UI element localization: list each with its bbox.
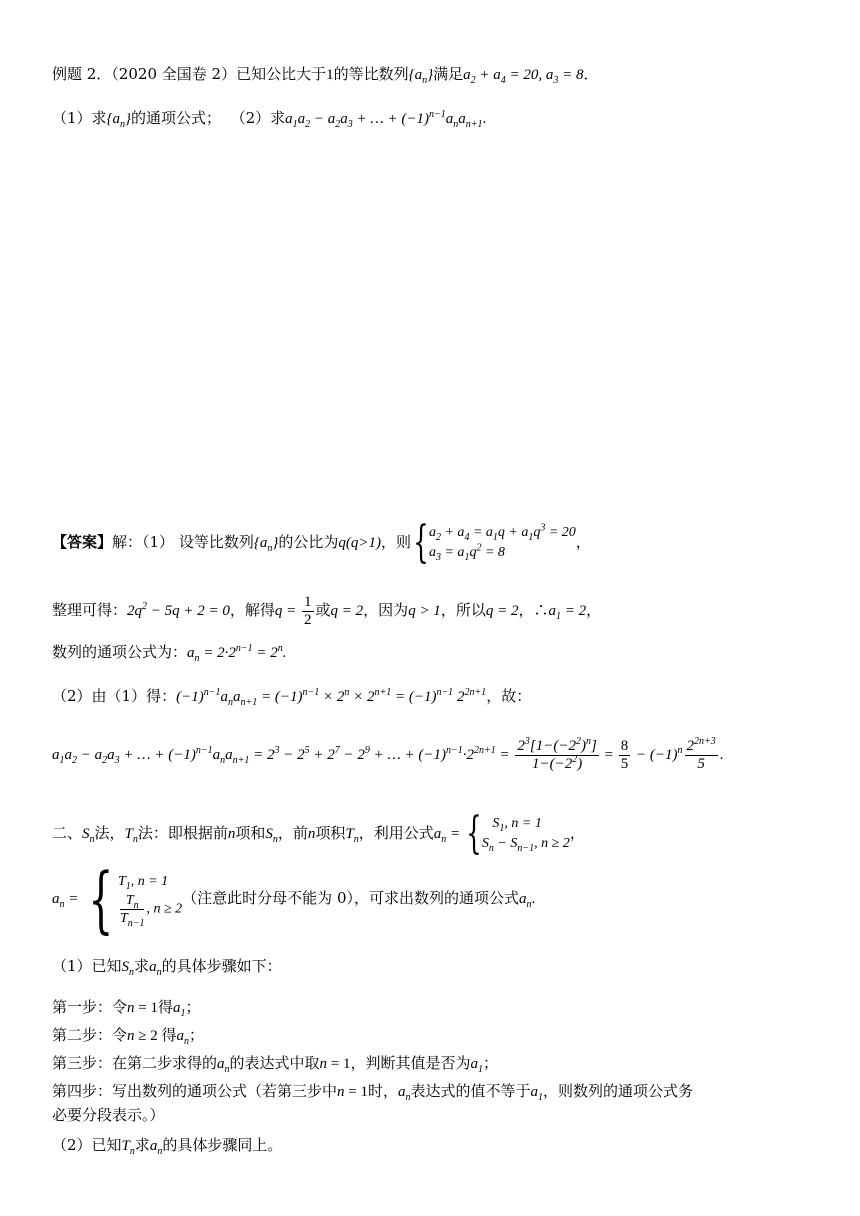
steps-head-b: 求 [134, 957, 150, 975]
left-brace: { [413, 517, 429, 568]
steps-head-c: 的具体步骤如下： [161, 957, 282, 975]
step2-b: 得 [161, 1026, 177, 1044]
because-label: ，因为 [363, 601, 409, 619]
math-general-term: $a_n = 2\cdot 2^{n-1} = 2^n$. [187, 643, 287, 664]
step4-b: 时， [367, 1082, 398, 1100]
math-an-set: $\{a_n\}$ [253, 535, 279, 554]
example-title-line [52, 63, 599, 86]
part2-line [52, 685, 531, 708]
section-method2: 法：即根据前 [137, 824, 228, 842]
step4-d: ，则数列的通项公式务 [543, 1082, 694, 1100]
math-one: 1 [326, 67, 334, 83]
step3-a: 第三步：在第二步求得的 [52, 1054, 218, 1072]
step4-e: 必要分段表示。） [52, 1106, 165, 1124]
tn-formula-line: $a_n$ = { $T_1$, n = 1 $\frac{T_n}{T_{n-1}}$ , n ≥ 2 （注意此时分母不能为 0），可求出数列的通项公式$a_n$. [52, 857, 536, 941]
steps-header: （1）已知$S_n$求$a_n$的具体步骤如下： [52, 957, 282, 978]
section-note: （注意此时分母不能为 0），可求出数列的通项公式 [182, 889, 519, 907]
answer-then: ，则 [380, 533, 411, 551]
fraction-half: $\frac{1}{2}$ [304, 593, 312, 628]
terms-prod: 项积 [315, 824, 346, 842]
math-condition: $a_2 + a_4 = 20$, $a_3 = 8$ [463, 67, 584, 86]
fraction-eight-fifths: $\frac{8}{5}$ [620, 737, 629, 772]
steps-head-a: （1）已知 [52, 957, 122, 975]
math-q-eq2: q = 2 [485, 603, 519, 619]
p2-end: ，故： [486, 687, 532, 705]
math-Tn: $T_n$ [124, 826, 138, 845]
step3-c: ，判断其值是否为 [350, 1054, 471, 1072]
step3-b: 的表达式中取 [229, 1054, 320, 1072]
answer-ratio: 的公比为 [278, 533, 339, 551]
sum-line: $a_1a_2 - a_2a_3$ + … + $(-1)^{n-1}a_na_{n+1} = 2^3 - 2^5 + 2^7 - 2^9$ + … + $(-1)^{n-1}\cdot 2^{2n+1}$ = $\frac{2^3[1-(-2^2)^n]}{1-(-2^2)}$ = $\frac{8}{5}$ − $(-1)^n$ $\frac{2^{2n+3}}{5}$ . [52, 735, 724, 772]
step-4: 第四步：写出数列的通项公式（若第三步中n = 1时，$a_n$表达式的值不等于$a_1$，则数列的通项公式务 [52, 1082, 694, 1103]
section-method: 法， [94, 824, 125, 842]
or-label: 或 [315, 601, 331, 619]
section-two-line: 二、$S_n$法，$T_n$法：即根据前n项和$S_n$，前n项积$T_n$，利用公式$a_n$ = { $S_1$, n = 1 $S_n - S_{n-1}$, n ≥ 2 ， [52, 808, 585, 859]
example-questions-line: （1）求$\{a_n\}$的通项公式； （2）求$a_1a_2 - a_2a_3$ + … + $(-1)^{n-1}a_na_{n+1}$. [52, 109, 487, 130]
section-title: 二、 [52, 824, 83, 842]
solve-label: ，解得 [229, 601, 275, 619]
answer-tag: 【答案】 [52, 533, 113, 551]
tidy-line: 整理可得：$2q^2 - 5q + 2 = 0$，解得q = $\frac{1}{2}$ 或q = 2，因为q > 1，所以q = 2，$\therefore a_1 = 2$， [52, 593, 602, 628]
math-quadratic: $2q^2 - 5q + 2 = 0$ [127, 601, 230, 619]
cases-Tn: $T_1$, n = 1 $\frac{T_n}{T_{n-1}}$ , n ≥ 2 [117, 873, 183, 929]
last-c: 的具体步骤同上。 [162, 1136, 283, 1154]
math-sum-expansion: $a_1a_2 - a_2a_3$ + … + $(-1)^{n-1}a_na_{n+1} = 2^3 - 2^5 + 2^7 - 2^9$ + … + $(-1)^{n-1}\cdot 2^{2n+1}$ = [52, 745, 514, 766]
answer-line: 【答案】解：（1） 设等比数列$\{a_n\}$的公比为q(q>1)，则{ $a_2 + a_4 = a_1q + a_1q^3 = 20$ $a_3 = a_1q^2 = 8$ ， [52, 517, 591, 568]
q1-tail: 的通项公式； [131, 109, 222, 127]
step2-a: 第二步：令 [52, 1026, 128, 1044]
answer-intro: 解：（1） 设等比数列 [112, 533, 254, 551]
example-cond: 的等比数列 [333, 65, 409, 83]
example-label: 例题 2．（2020 全国卷 2）已知公比大于 [52, 65, 327, 83]
system-equations: $a_2 + a_4 = a_1q + a_1q^3 = 20$ $a_3 = a_1q^2 = 8$ [428, 522, 576, 563]
math-an-eq: $a_n$ = [433, 826, 464, 845]
math-a1: $a_1 = 2$ [548, 603, 587, 622]
math-Sn: $S_n$ [82, 826, 95, 845]
math-product-term: $(-1)^{n-1}a_na_{n+1} = (-1)^{n-1} \times 2^n \times 2^{n+1} = (-1)^{n-1}$ $2^{2n+1}$ [176, 687, 487, 708]
step1-a: 第一步：令 [52, 998, 128, 1016]
so-label: ，所以 [440, 601, 486, 619]
math-an-set: $\{a_n\}$ [408, 67, 434, 86]
step4-c: 表达式的值不等于 [410, 1082, 531, 1100]
step-3: 第三步：在第二步求得的$a_n$的表达式中取n = 1，判断其值是否为$a_1$； [52, 1054, 499, 1075]
fraction-Tn: $\frac{T_n}{T_{n-1}}$ [119, 892, 145, 929]
last-line: （2）已知$T_n$求$a_n$的具体步骤同上。 [52, 1136, 283, 1157]
left-brace: { [466, 808, 482, 859]
comma-front: ，前 [277, 824, 308, 842]
p2-label: （2）由（1）得： [52, 687, 177, 705]
tidy-label: 整理可得： [52, 601, 128, 619]
terms-sum: 项和 [235, 824, 266, 842]
cases-Sn: $S_1$, n = 1 $S_n - S_{n-1}$, n ≥ 2 [481, 816, 570, 854]
therefore-label: ，∴ [518, 601, 549, 619]
math-q: q(q>1) [338, 535, 381, 551]
math-an-eq: $a_n$ = [52, 891, 83, 910]
left-brace: { [88, 857, 114, 941]
last-a: （2）已知 [52, 1136, 122, 1154]
use-formula: ，利用公式 [358, 824, 434, 842]
step-1: 第一步：令n = 1得$a_1$； [52, 998, 201, 1019]
example-satisfy: 满足 [433, 65, 464, 83]
step-2: 第二步：令n ≥ 2 得$a_n$； [52, 1026, 205, 1047]
formula-line [52, 641, 287, 664]
q1-label: （1）求 [52, 109, 107, 127]
last-b: 求 [134, 1136, 150, 1154]
math-an-set: $\{a_n\}$ [106, 111, 132, 130]
q2-label: （2）求 [230, 109, 286, 127]
period: ． [583, 65, 599, 83]
formula-label: 数列的通项公式为： [52, 643, 188, 661]
math-q-half: q = [274, 603, 301, 619]
fraction-geometric-sum: $\frac{2^3[1-(-2^2)^n]}{1-(-2^2)}$ [517, 735, 597, 772]
math-alt-sum: $a_1a_2 - a_2a_3$ + … + $(-1)^{n-1}a_na_{n+1}$ [285, 109, 483, 130]
step-4-cont [52, 1104, 165, 1126]
math-q-two: q = 2 [330, 603, 364, 619]
fraction-power-fifths: $\frac{2^{2n+3}}{5}$ [686, 735, 716, 772]
step4-a: 第四步：写出数列的通项公式（若第三步中 [52, 1082, 338, 1100]
step1-b: 得 [157, 998, 173, 1016]
math-q-gt1: q > 1 [408, 603, 441, 619]
